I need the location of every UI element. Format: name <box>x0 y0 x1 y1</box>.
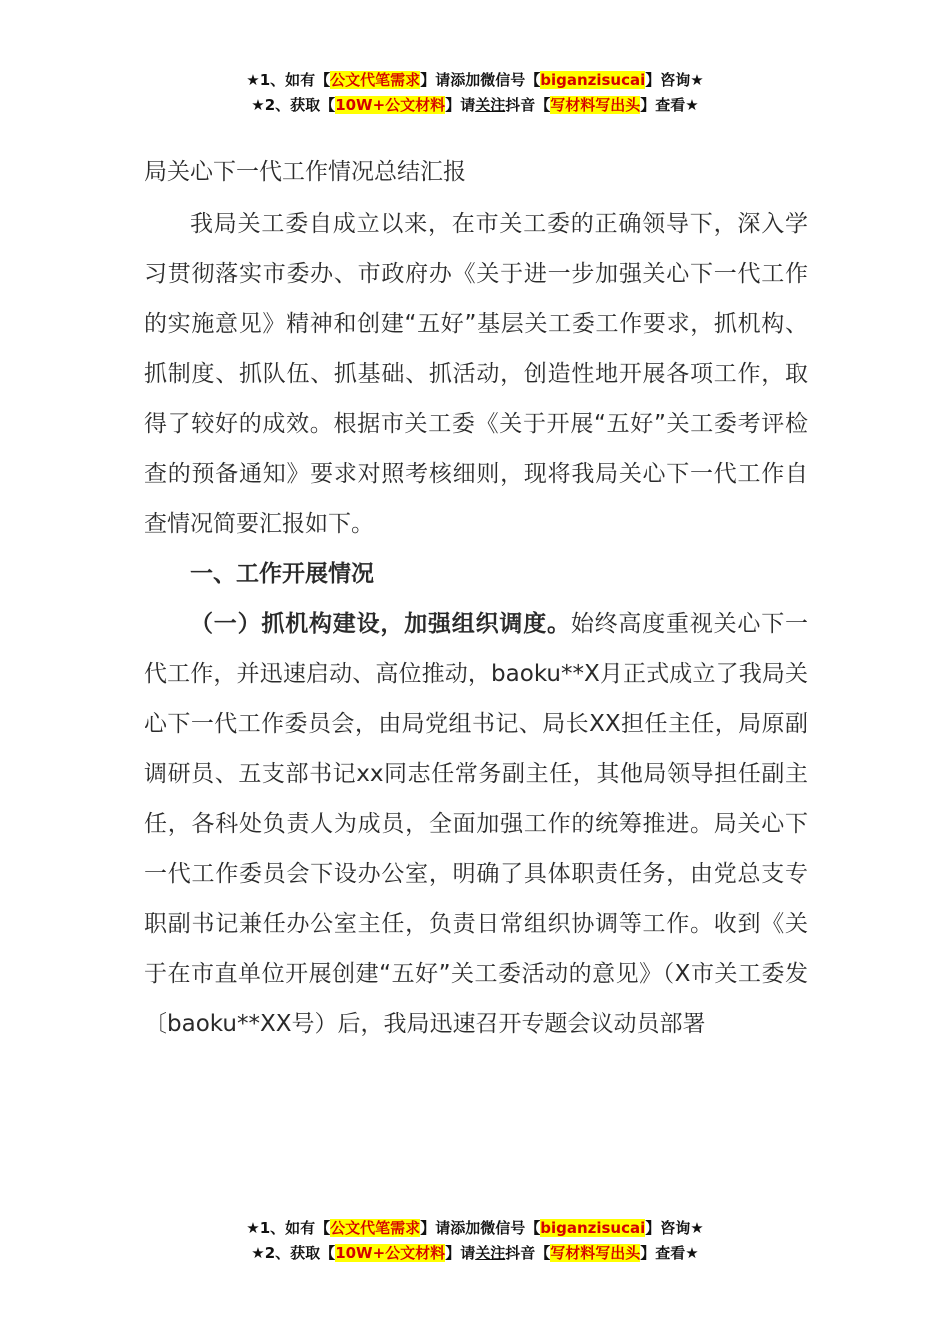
document-title: 局关心下一代工作情况总结汇报 <box>144 159 466 185</box>
highlight-service-bottom: 公文代笔需求 <box>330 1219 421 1237</box>
highlight-douyin-account-bottom: 写材料写出头 <box>550 1244 641 1262</box>
underline-follow-bottom: 关注 <box>475 1244 506 1262</box>
highlight-materials: 10W+公文材料 <box>335 96 446 114</box>
intro-paragraph: 我局关工委自成立以来，在市关工委的正确领导下，深入学习贯彻落实市委办、市政府办《关于进一步加强关心下一代工作的实施意见》精神和创建“五好”基层关工委工作要求，抓机构、抓制度、抓队伍、抓基础、抓活动，创造性地开展各项工作，取得了较好的成效。根据市关工委《关于开展“五好”关工委考评检查的预备通知》要求对照考核细则，现将我局关心下一代工作自查情况简要汇报如下。 <box>144 211 808 537</box>
highlight-materials-bottom: 10W+公文材料 <box>335 1244 446 1262</box>
promo-line-2: ★2、获取【10W+公文材料】请关注抖音【写材料写出头】查看★ <box>251 96 699 114</box>
bottom-promo-banner <box>0 1216 950 1266</box>
document-body <box>144 157 808 1049</box>
highlight-douyin-account: 写材料写出头 <box>550 96 641 114</box>
top-promo-banner <box>0 68 950 118</box>
highlight-wechat-id: biganzisucai <box>540 71 646 89</box>
promo-line-1: ★1、如有【公文代笔需求】请添加微信号【biganzisucai】咨询★ <box>246 71 704 89</box>
promo-line-2-bottom: ★2、获取【10W+公文材料】请关注抖音【写材料写出头】查看★ <box>251 1244 699 1262</box>
subsection-heading-1: （一）抓机构建设，加强组织调度。 <box>190 611 571 637</box>
highlight-wechat-id-bottom: biganzisucai <box>540 1219 646 1237</box>
section-heading-1: 一、工作开展情况 <box>190 561 374 587</box>
subsection-paragraph-1 <box>144 599 808 1049</box>
underline-follow: 关注 <box>475 96 506 114</box>
highlight-service: 公文代笔需求 <box>330 71 421 89</box>
promo-line-1-bottom: ★1、如有【公文代笔需求】请添加微信号【biganzisucai】咨询★ <box>246 1219 704 1237</box>
subsection-body-1: 始终高度重视关心下一代工作，并迅速启动、高位推动，baoku**X月正式成立了我局关心下一代工作委员会，由局党组书记、局长XX担任主任，局原副调研员、五支部书记xx同志任常务副主任，其他局领导担任副主任，各科处负责人为成员，全面加强工作的统筹推进。局关心下一代工作委员会下设办公室，明确了具体职责任务，由党总支专职副书记兼任办公室主任，负责日常组织协调等工作。收到《关于在市直单位开展创建“五好”关工委活动的意见》（X市关工委发〔baoku**XX号）后，我局迅速召开专题会议动员部署 <box>144 611 809 1037</box>
